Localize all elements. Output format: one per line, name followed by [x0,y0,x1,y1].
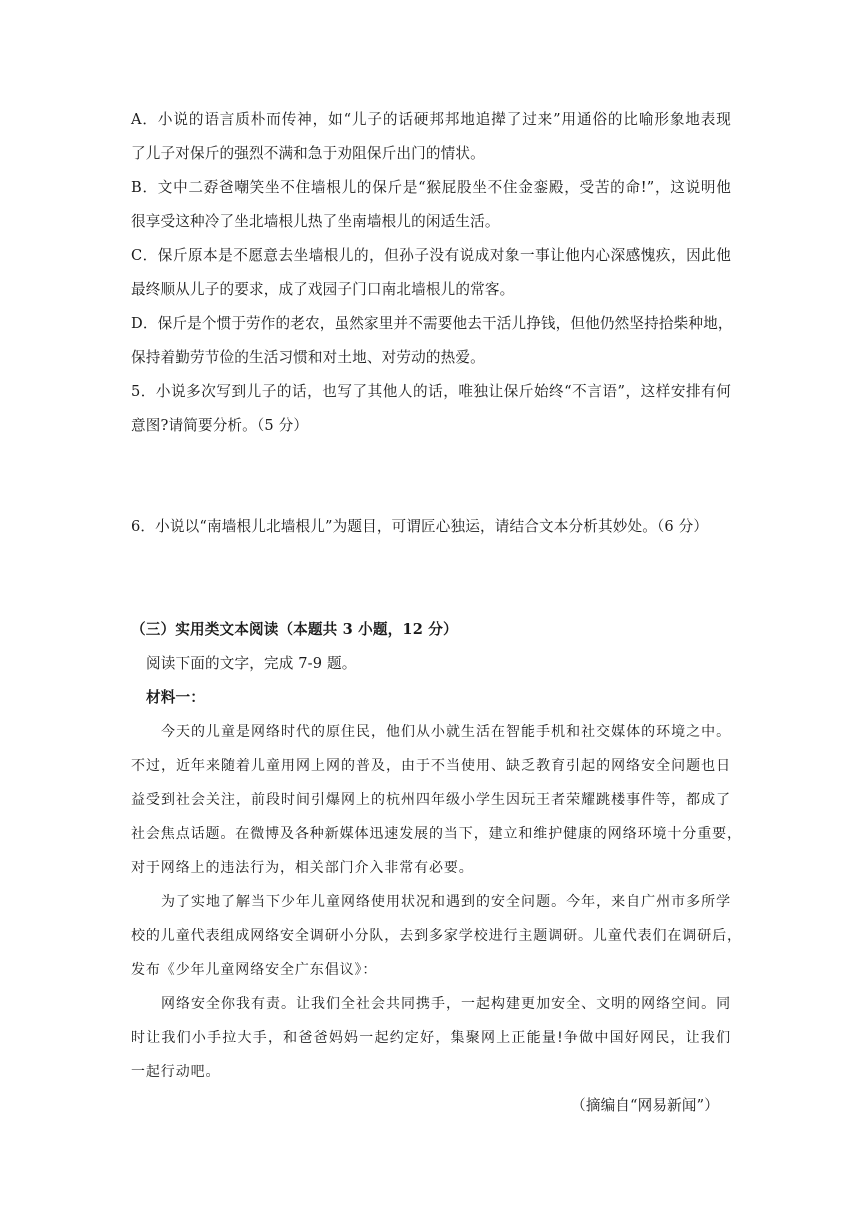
para-1-line-3: 益受到社会关注，前段时间引爆网上的杭州四年级小学生因玩王者荣耀跳楼事件等，都成了 [131,792,731,808]
para-2-line-1: 为了实地了解当下少年儿童网络使用状况和遇到的安全问题。今年，来自广州市多所学 [161,894,731,910]
option-b-line-2: 很享受这种冷了坐北墙根儿热了坐南墙根儿的闲适生活。 [131,213,500,230]
material-1-label: 材料一： [146,689,205,706]
para-1-line-5: 对于网络上的违法行为，相关部门介入非常有必要。 [131,860,474,876]
option-a-line-2: 了儿子对保斤的强烈不满和急于劝阻保斤出门的情状。 [131,145,485,162]
para-3-line-2: 时让我们小手拉大手，和爸爸妈妈一起约定好，集聚网上正能量!争做中国好网民，让我们 [131,1030,731,1046]
option-c-line-1: C．保斤原本是不愿意去坐墙根儿的，但孙子没有说成对象一事让他内心深感愧疚，因此他 [131,247,731,264]
option-a-line-1: A．小说的语言质朴而传神，如“儿子的话硬邦邦地追撵了过来”用通俗的比喻形象地表现 [131,111,731,128]
question-6: 6．小说以“南墙根儿北墙根儿”为题目，可谓匠心独运，请结合文本分析其妙处。（6 分） [131,518,709,535]
para-2-line-3: 发布《少年儿童网络安全广东倡议》： [131,962,378,978]
option-b-line-1: B．文中二孬爸嘲笑坐不住墙根儿的保斤是“猴屁股坐不住金銮殿，受苦的命!”，这说明他 [131,179,731,196]
option-c-line-2: 最终顺从儿子的要求，成了戏园子门口南北墙根儿的常客。 [131,281,515,298]
option-d-line-1: D．保斤是个惯于劳作的老农，虽然家里并不需要他去干活儿挣钱，但他仍然坚持拾柴种地， [131,315,733,332]
section-3-heading: （三）实用类文本阅读（本题共 3 小题，12 分） [131,621,458,638]
para-1-line-4: 社会焦点话题。在微博及各种新媒体迅速发展的当下，建立和维护健康的网络环境十分重要， [131,826,742,842]
para-1-line-2: 不过，近年来随着儿童用网上网的普及，由于不当使用、缺乏教育引起的网络安全问题也日 [131,758,731,774]
para-3-line-3: 一起行动吧。 [131,1064,221,1080]
source-citation: （摘编自“网易新闻”） [571,1097,719,1114]
para-2-line-2: 校的儿童代表组成网络安全调研小分队，去到多家学校进行主题调研。儿童代表们在调研后， [131,928,742,944]
option-d-line-2: 保持着勤劳节俭的生活习惯和对土地、对劳动的热爱。 [131,349,485,366]
question-5-line-1: 5．小说多次写到儿子的话，也写了其他人的话，唯独让保斤始终“不言语”，这样安排有何 [131,383,731,400]
para-3-line-1: 网络安全你我有责。让我们全社会共同携手，一起构建更加安全、文明的网络空间。同 [161,996,731,1012]
section-3-instruction: 阅读下面的文字，完成 7-9 题。 [146,655,357,672]
para-1-line-1: 今天的儿童是网络时代的原住民，他们从小就生活在智能手机和社交媒体的环境之中。 [161,724,731,740]
question-5-line-2: 意图?请简要分析。（5 分） [131,417,309,434]
